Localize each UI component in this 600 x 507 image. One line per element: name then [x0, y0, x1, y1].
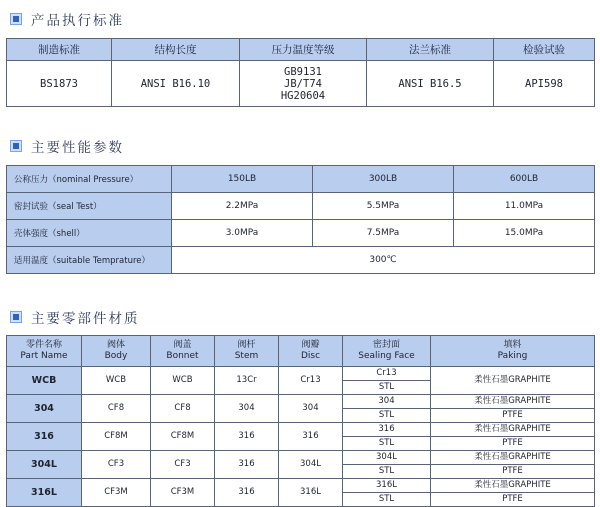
performance-table — [6, 165, 595, 274]
packing-cell: 柔性石墨GRAPHITE — [431, 367, 595, 395]
value-cell: 7.5MPa — [313, 220, 454, 247]
row-label: 公称压力（nominal Pressure） — [7, 166, 172, 193]
row-label: 壳体强度（shell） — [7, 220, 172, 247]
seal-cell: STL — [343, 409, 431, 423]
table-row — [7, 479, 595, 493]
part-name: WCB — [7, 367, 82, 395]
body-cell: CF3 — [82, 451, 151, 479]
section-title-materials — [10, 307, 140, 327]
stem-cell: 13Cr — [215, 367, 279, 395]
flange-standard: ANSI B16.5 — [367, 61, 494, 107]
header-cell: 制造标准 — [7, 39, 112, 61]
rating-line: GB9131 — [284, 65, 322, 78]
packing-cell: 柔性石墨GRAPHITE — [431, 423, 595, 437]
section-title-text: 主要性能参数 — [31, 140, 124, 156]
bonnet-cell: CF8 — [151, 395, 215, 423]
part-name: 304 — [7, 395, 82, 423]
row-label: 密封试验（seal Test） — [7, 193, 172, 220]
seal-cell: 316 — [343, 423, 431, 437]
value-cell: 15.0MPa — [454, 220, 595, 247]
section-title-performance — [10, 136, 124, 156]
value-cell: 3.0MPa — [172, 220, 313, 247]
seal-cell: 316L — [343, 479, 431, 493]
disc-cell: 304L — [279, 451, 343, 479]
bonnet-cell: CF3 — [151, 451, 215, 479]
bonnet-cell: CF8M — [151, 423, 215, 451]
part-name: 304L — [7, 451, 82, 479]
disc-cell: 316 — [279, 423, 343, 451]
stem-cell: 304 — [215, 395, 279, 423]
class-cell: 300LB — [313, 166, 454, 193]
table-row — [7, 247, 595, 274]
packing-cell: PTFE — [431, 465, 595, 479]
table-row — [7, 423, 595, 437]
table-row — [7, 193, 595, 220]
packing-cell: PTFE — [431, 437, 595, 451]
seal-cell: STL — [343, 493, 431, 507]
seal-cell: STL — [343, 381, 431, 395]
packing-cell: PTFE — [431, 409, 595, 423]
square-bullet-icon — [10, 311, 22, 323]
body-cell: CF8 — [82, 395, 151, 423]
value-cell: 300℃ — [172, 247, 595, 274]
value-cell: 11.0MPa — [454, 193, 595, 220]
bonnet-cell: WCB — [151, 367, 215, 395]
seal-cell: 304 — [343, 395, 431, 409]
header-cell: 阀杆 Stem — [215, 336, 279, 367]
header-cell: 检验试验 — [494, 39, 595, 61]
header-cell: 法兰标准 — [367, 39, 494, 61]
table-row — [7, 61, 595, 107]
seal-cell: STL — [343, 465, 431, 479]
stem-cell: 316 — [215, 423, 279, 451]
rating-line: HG20604 — [280, 89, 326, 102]
part-name: 316 — [7, 423, 82, 451]
packing-cell: 柔性石墨GRAPHITE — [431, 395, 595, 409]
table-header-row — [7, 336, 595, 367]
class-cell: 150LB — [172, 166, 313, 193]
table-row — [7, 395, 595, 409]
body-cell: WCB — [82, 367, 151, 395]
header-cell: 密封面 Sealing Face — [343, 336, 431, 367]
disc-cell: 304 — [279, 395, 343, 423]
header-cell: 零件名称 Part Name — [7, 336, 82, 367]
manufacture-standard: BS1873 — [7, 61, 112, 107]
row-label: 适用温度（suitable Temprature） — [7, 247, 172, 274]
value-cell: 5.5MPa — [313, 193, 454, 220]
materials-table — [6, 335, 595, 507]
stem-cell: 316 — [215, 451, 279, 479]
table-row — [7, 166, 595, 193]
table-row — [7, 451, 595, 465]
rating-line: JB/T74 — [284, 77, 322, 90]
body-cell: CF3M — [82, 479, 151, 507]
table-row — [7, 220, 595, 247]
packing-cell: 柔性石墨GRAPHITE — [431, 479, 595, 493]
square-bullet-icon — [10, 13, 22, 25]
part-name: 316L — [7, 479, 82, 507]
header-cell: 阀盖 Bonnet — [151, 336, 215, 367]
class-cell: 600LB — [454, 166, 595, 193]
standards-table — [6, 38, 595, 107]
square-bullet-icon — [10, 140, 22, 152]
table-row — [7, 367, 595, 381]
header-cell: 阀体 Body — [82, 336, 151, 367]
packing-cell: PTFE — [431, 493, 595, 507]
packing-cell: 柔性石墨GRAPHITE — [431, 451, 595, 465]
section-title-text: 产品执行标准 — [31, 13, 124, 29]
disc-cell: 316L — [279, 479, 343, 507]
structure-length: ANSI B16.10 — [112, 61, 240, 107]
header-cell: 结构长度 — [112, 39, 240, 61]
header-cell: 阀瓣 Disc — [279, 336, 343, 367]
value-cell: 2.2MPa — [172, 193, 313, 220]
pressure-temp-rating — [240, 61, 367, 107]
body-cell: CF8M — [82, 423, 151, 451]
section-title-standards — [10, 9, 124, 29]
seal-cell: 304L — [343, 451, 431, 465]
stem-cell: 316 — [215, 479, 279, 507]
bonnet-cell: CF3M — [151, 479, 215, 507]
inspection-test: API598 — [494, 61, 595, 107]
header-cell: 填料 Paking — [431, 336, 595, 367]
table-header-row — [7, 39, 595, 61]
header-cell: 压力温度等级 — [240, 39, 367, 61]
seal-cell: Cr13 — [343, 367, 431, 381]
seal-cell: STL — [343, 437, 431, 451]
section-title-text: 主要零部件材质 — [31, 311, 140, 327]
disc-cell: Cr13 — [279, 367, 343, 395]
